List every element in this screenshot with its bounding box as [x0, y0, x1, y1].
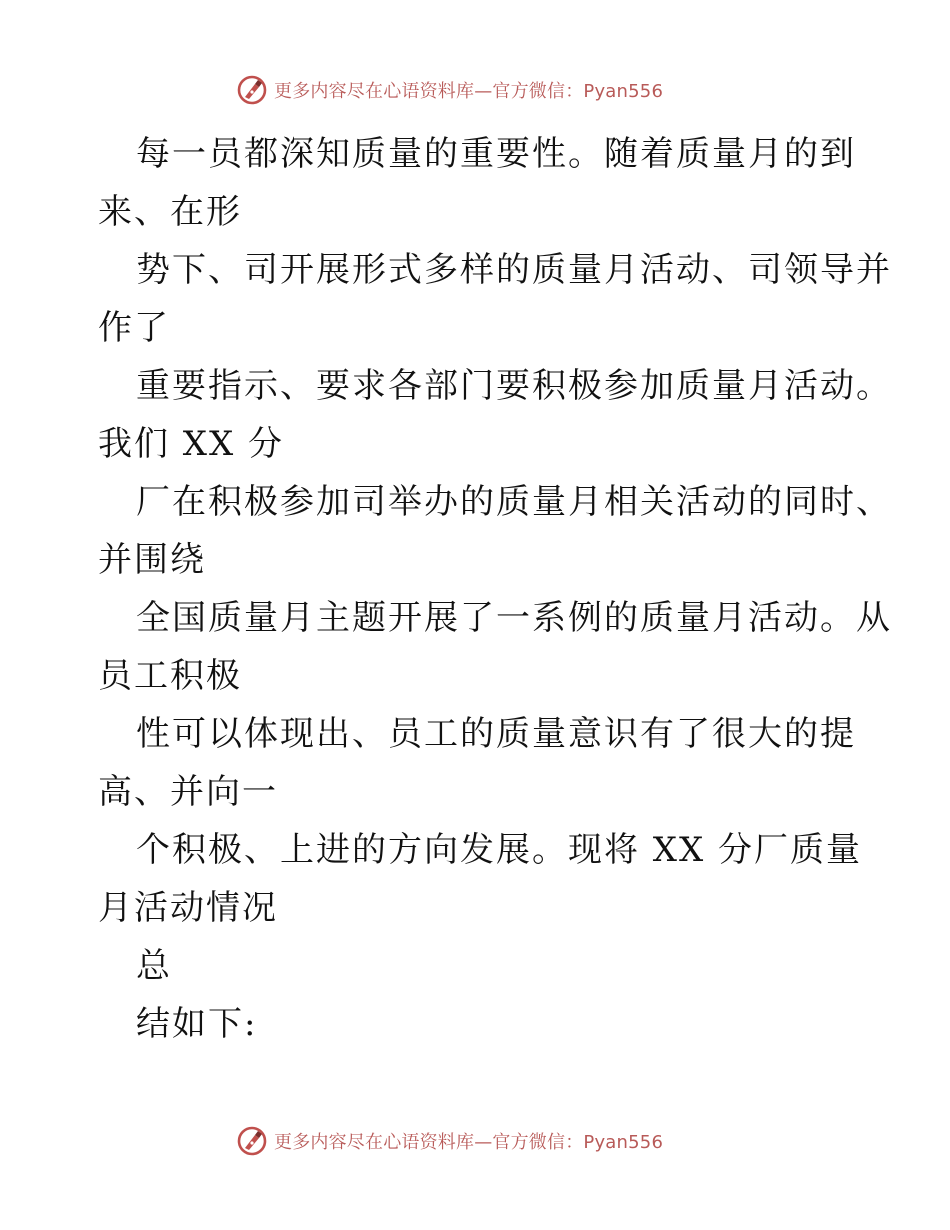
text-line: 总: [136, 946, 172, 986]
text-line: 并围绕: [98, 540, 206, 580]
document-body: [98, 125, 892, 1053]
text-line: 重要指示、要求各部门要积极参加质量月活动。: [136, 366, 892, 406]
text-line: 月活动情况: [98, 888, 278, 928]
text-line: 个积极、上进的方向发展。现将 XX 分厂质量: [136, 830, 863, 870]
text-line: 厂在积极参加司举办的质量月相关活动的同时、: [136, 482, 892, 522]
text-line: 员工积极: [98, 656, 242, 696]
text-line: 势下、司开展形式多样的质量月活动、司领导并: [136, 250, 892, 290]
text-line: 全国质量月主题开展了一系例的质量月活动。从: [136, 598, 892, 638]
text-line: 来、在形: [98, 192, 242, 232]
text-line: 结如下:: [136, 1004, 258, 1044]
pen-nib-circle-icon: [236, 74, 268, 106]
text-line: 每一员都深知质量的重要性。随着质量月的到: [136, 134, 856, 174]
watermark-text: 更多内容尽在心语资料库—官方微信：Pyan556: [274, 1132, 664, 1153]
text-line: 性可以体现出、员工的质量意识有了很大的提: [136, 714, 856, 754]
footer-watermark: [236, 1124, 663, 1158]
header-watermark: [236, 73, 663, 107]
text-line: 我们 XX 分: [98, 424, 285, 464]
text-line: 作了: [98, 308, 170, 348]
watermark-text: 更多内容尽在心语资料库—官方微信：Pyan556: [274, 81, 664, 102]
text-line: 高、并向一: [98, 772, 278, 812]
pen-nib-circle-icon: [236, 1125, 268, 1157]
